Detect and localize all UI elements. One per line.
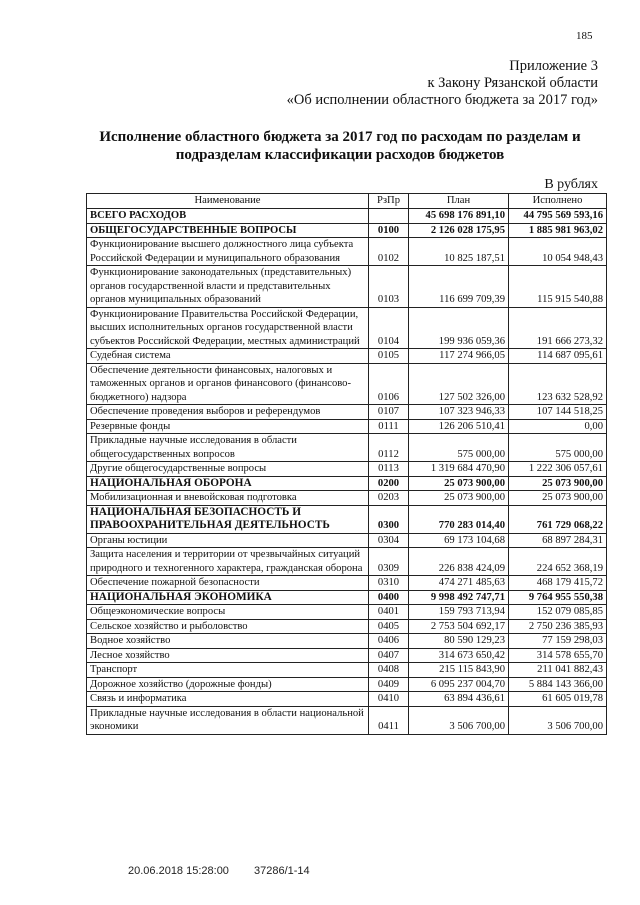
cell-executed: 761 729 068,22 xyxy=(509,505,607,533)
cell-code: 0203 xyxy=(369,491,409,506)
header-plan: План xyxy=(409,194,509,209)
cell-executed: 107 144 518,25 xyxy=(509,405,607,420)
cell-name: Водное хозяйство xyxy=(87,634,369,649)
table-row xyxy=(87,307,607,349)
table-row xyxy=(87,619,607,634)
table-row xyxy=(87,576,607,591)
cell-executed: 25 073 900,00 xyxy=(509,476,607,491)
appendix-header xyxy=(287,58,598,109)
table-row xyxy=(87,405,607,420)
cell-plan: 126 206 510,41 xyxy=(409,419,509,434)
cell-executed: 0,00 xyxy=(509,419,607,434)
cell-executed: 1 222 306 057,61 xyxy=(509,462,607,477)
cell-executed: 10 054 948,43 xyxy=(509,238,607,266)
cell-code: 0304 xyxy=(369,533,409,548)
cell-name: Функционирование Правительства Российской Федерации, высших исполнительных органов государственной власти субъектов Российской Федерации, местных администраций xyxy=(87,307,369,349)
cell-code: 0409 xyxy=(369,677,409,692)
table-row xyxy=(87,476,607,491)
cell-executed: 5 884 143 366,00 xyxy=(509,677,607,692)
cell-executed: 68 897 284,31 xyxy=(509,533,607,548)
cell-plan: 215 115 843,90 xyxy=(409,663,509,678)
cell-executed: 114 687 095,61 xyxy=(509,349,607,364)
cell-name: Обеспечение деятельности финансовых, налоговых и таможенных органов и органов финансового (финансово-бюджетного) надзора xyxy=(87,363,369,405)
cell-code: 0113 xyxy=(369,462,409,477)
cell-plan: 314 673 650,42 xyxy=(409,648,509,663)
cell-executed: 61 605 019,78 xyxy=(509,692,607,707)
cell-code: 0411 xyxy=(369,706,409,734)
header-executed: Исполнено xyxy=(509,194,607,209)
cell-code: 0107 xyxy=(369,405,409,420)
cell-executed: 25 073 900,00 xyxy=(509,491,607,506)
cell-plan: 159 793 713,94 xyxy=(409,605,509,620)
cell-plan: 199 936 059,36 xyxy=(409,307,509,349)
cell-name: НАЦИОНАЛЬНАЯ БЕЗОПАСНОСТЬ И ПРАВООХРАНИТЕЛЬНАЯ ДЕЯТЕЛЬНОСТЬ xyxy=(87,505,369,533)
table-row xyxy=(87,533,607,548)
cell-plan: 770 283 014,40 xyxy=(409,505,509,533)
cell-plan: 2 126 028 175,95 xyxy=(409,223,509,238)
cell-name: Функционирование высшего должностного лица субъекта Российской Федерации и муниципального образования xyxy=(87,238,369,266)
cell-executed: 314 578 655,70 xyxy=(509,648,607,663)
cell-code: 0401 xyxy=(369,605,409,620)
cell-name: Мобилизационная и вневойсковая подготовка xyxy=(87,491,369,506)
table-row xyxy=(87,548,607,576)
cell-code: 0105 xyxy=(369,349,409,364)
cell-code: 0406 xyxy=(369,634,409,649)
cell-code: 0103 xyxy=(369,266,409,308)
cell-code: 0102 xyxy=(369,238,409,266)
cell-plan: 474 271 485,63 xyxy=(409,576,509,591)
cell-name: Сельское хозяйство и рыболовство xyxy=(87,619,369,634)
table-row xyxy=(87,223,607,238)
cell-executed: 224 652 368,19 xyxy=(509,548,607,576)
table-body xyxy=(87,209,607,735)
cell-code: 0410 xyxy=(369,692,409,707)
cell-plan: 2 753 504 692,17 xyxy=(409,619,509,634)
cell-executed: 191 666 273,32 xyxy=(509,307,607,349)
cell-name: Лесное хозяйство xyxy=(87,648,369,663)
cell-plan: 127 502 326,00 xyxy=(409,363,509,405)
table-row xyxy=(87,363,607,405)
cell-plan: 226 838 424,09 xyxy=(409,548,509,576)
cell-plan: 3 506 700,00 xyxy=(409,706,509,734)
cell-code: 0310 xyxy=(369,576,409,591)
document-title: Исполнение областного бюджета за 2017 год по расходам по разделам и подразделам классификации расходов бюджетов xyxy=(99,129,581,163)
table-row xyxy=(87,266,607,308)
cell-name: Защита населения и территории от чрезвычайных ситуаций природного и техногенного характера, гражданская оборона xyxy=(87,548,369,576)
cell-plan: 45 698 176 891,10 xyxy=(409,209,509,224)
cell-executed: 152 079 085,85 xyxy=(509,605,607,620)
table-row xyxy=(87,209,607,224)
appendix-line-2: к Закону Рязанской области xyxy=(427,75,598,91)
cell-code xyxy=(369,209,409,224)
cell-plan: 116 699 709,39 xyxy=(409,266,509,308)
cell-name: Связь и информатика xyxy=(87,692,369,707)
table-row xyxy=(87,434,607,462)
cell-code: 0100 xyxy=(369,223,409,238)
cell-plan: 107 323 946,33 xyxy=(409,405,509,420)
cell-plan: 1 319 684 470,90 xyxy=(409,462,509,477)
table-row xyxy=(87,505,607,533)
cell-name: Обеспечение проведения выборов и референдумов xyxy=(87,405,369,420)
cell-name: Судебная система xyxy=(87,349,369,364)
cell-plan: 25 073 900,00 xyxy=(409,476,509,491)
appendix-line-1: Приложение 3 xyxy=(509,58,598,74)
cell-name: Органы юстиции xyxy=(87,533,369,548)
table-row xyxy=(87,634,607,649)
table-row xyxy=(87,491,607,506)
table-row xyxy=(87,648,607,663)
cell-plan: 63 894 436,61 xyxy=(409,692,509,707)
header-name: Наименование xyxy=(87,194,369,209)
cell-code: 0400 xyxy=(369,590,409,605)
cell-code: 0106 xyxy=(369,363,409,405)
cell-name: Дорожное хозяйство (дорожные фонды) xyxy=(87,677,369,692)
table-row xyxy=(87,663,607,678)
cell-name: Функционирование законодательных (представительных) органов государственной власти и представительных органов муниципальных образований xyxy=(87,266,369,308)
page-number: 185 xyxy=(576,30,593,42)
cell-executed: 468 179 415,72 xyxy=(509,576,607,591)
cell-name: Другие общегосударственные вопросы xyxy=(87,462,369,477)
cell-name: ОБЩЕГОСУДАРСТВЕННЫЕ ВОПРОСЫ xyxy=(87,223,369,238)
cell-name: Обеспечение пожарной безопасности xyxy=(87,576,369,591)
cell-name: Транспорт xyxy=(87,663,369,678)
cell-code: 0200 xyxy=(369,476,409,491)
table-row xyxy=(87,419,607,434)
cell-name: Прикладные научные исследования в области национальной экономики xyxy=(87,706,369,734)
cell-plan: 80 590 129,23 xyxy=(409,634,509,649)
table-row xyxy=(87,238,607,266)
cell-plan: 9 998 492 747,71 xyxy=(409,590,509,605)
cell-code: 0111 xyxy=(369,419,409,434)
table-row xyxy=(87,605,607,620)
cell-name: Резервные фонды xyxy=(87,419,369,434)
table-row xyxy=(87,462,607,477)
cell-plan: 25 073 900,00 xyxy=(409,491,509,506)
cell-executed: 3 506 700,00 xyxy=(509,706,607,734)
table-row xyxy=(87,677,607,692)
cell-executed: 115 915 540,88 xyxy=(509,266,607,308)
cell-plan: 117 274 966,05 xyxy=(409,349,509,364)
cell-executed: 211 041 882,43 xyxy=(509,663,607,678)
cell-plan: 69 173 104,68 xyxy=(409,533,509,548)
cell-code: 0309 xyxy=(369,548,409,576)
cell-name: НАЦИОНАЛЬНАЯ ОБОРОНА xyxy=(87,476,369,491)
cell-name: Прикладные научные исследования в области общегосударственных вопросов xyxy=(87,434,369,462)
cell-code: 0104 xyxy=(369,307,409,349)
cell-plan: 6 095 237 004,70 xyxy=(409,677,509,692)
cell-executed: 575 000,00 xyxy=(509,434,607,462)
cell-code: 0408 xyxy=(369,663,409,678)
footer xyxy=(128,865,310,877)
cell-executed: 2 750 236 385,93 xyxy=(509,619,607,634)
budget-table xyxy=(86,193,607,735)
cell-name: Общеэкономические вопросы xyxy=(87,605,369,620)
table-row xyxy=(87,692,607,707)
cell-code: 0407 xyxy=(369,648,409,663)
cell-code: 0300 xyxy=(369,505,409,533)
cell-plan: 575 000,00 xyxy=(409,434,509,462)
units-label: В рублях xyxy=(544,177,598,192)
table-row xyxy=(87,590,607,605)
footer-datetime: 20.06.2018 15:28:00 xyxy=(128,865,229,877)
appendix-line-3: «Об исполнении областного бюджета за 2017 год» xyxy=(286,92,598,108)
cell-executed: 123 632 528,92 xyxy=(509,363,607,405)
cell-name: НАЦИОНАЛЬНАЯ ЭКОНОМИКА xyxy=(87,590,369,605)
cell-executed: 77 159 298,03 xyxy=(509,634,607,649)
cell-plan: 10 825 187,51 xyxy=(409,238,509,266)
footer-doc-id: 37286/1-14 xyxy=(254,865,310,877)
cell-code: 0405 xyxy=(369,619,409,634)
cell-name: ВСЕГО РАСХОДОВ xyxy=(87,209,369,224)
cell-executed: 44 795 569 593,16 xyxy=(509,209,607,224)
table-row xyxy=(87,349,607,364)
table-header-row xyxy=(87,194,607,209)
cell-executed: 9 764 955 550,38 xyxy=(509,590,607,605)
table-row xyxy=(87,706,607,734)
cell-code: 0112 xyxy=(369,434,409,462)
header-code: РзПр xyxy=(369,194,409,209)
cell-executed: 1 885 981 963,02 xyxy=(509,223,607,238)
